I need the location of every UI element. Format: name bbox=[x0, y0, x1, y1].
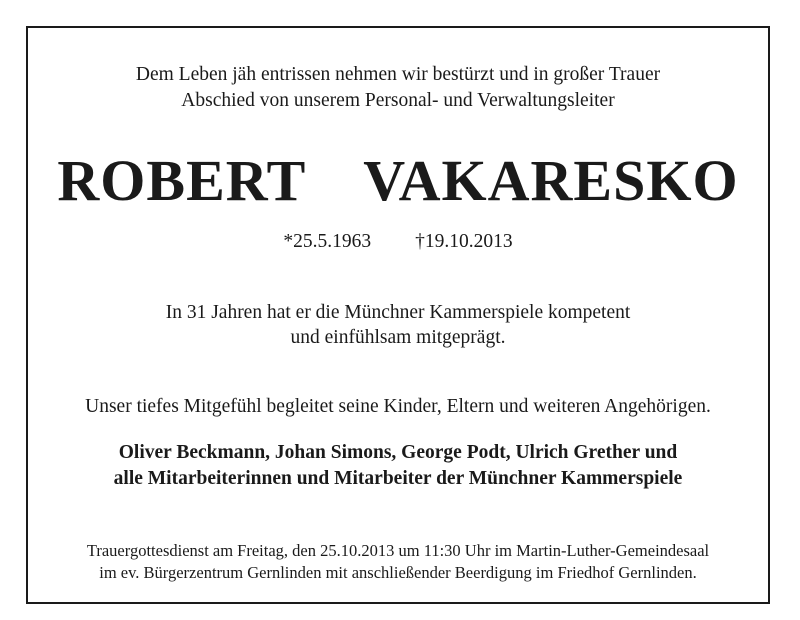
life-dates bbox=[28, 230, 768, 254]
intro-text bbox=[28, 62, 768, 114]
birth-date: *25.5.1963 bbox=[283, 231, 372, 252]
career-line-2: und einfühlsam mitgeprägt. bbox=[290, 327, 506, 348]
deceased-name: ROBERT VAKARESKO bbox=[57, 148, 739, 213]
obituary-notice bbox=[26, 26, 770, 604]
signatories-line-1: Oliver Beckmann, Johan Simons, George Podt, Ulrich Grether und bbox=[118, 442, 678, 463]
intro-line-2: Abschied von unserem Personal- und Verwaltungsleiter bbox=[181, 90, 615, 111]
service-line-1: Trauergottesdienst am Freitag, den 25.10.2013 um 11:30 Uhr im Martin-Luther-Gemeindesaal bbox=[86, 541, 710, 560]
service-line-2: im ev. Bürgerzentrum Gernlinden mit anschließender Beerdigung im Friedhof Gernlinden. bbox=[99, 563, 697, 582]
career-line-1: In 31 Jahren hat er die Münchner Kammerspiele kompetent bbox=[165, 302, 631, 323]
death-date: †19.10.2013 bbox=[415, 231, 513, 252]
sympathy-text: Unser tiefes Mitgefühl begleitet seine Kinder, Eltern und weiteren Angehörigen. bbox=[85, 396, 711, 417]
intro-line-1: Dem Leben jäh entrissen nehmen wir bestürzt und in großer Trauer bbox=[135, 64, 661, 85]
funeral-service-info bbox=[28, 540, 768, 584]
career-text bbox=[28, 300, 768, 350]
signatories bbox=[28, 440, 768, 492]
signatories-line-2: alle Mitarbeiterinnen und Mitarbeiter der Münchner Kammerspiele bbox=[113, 468, 683, 489]
